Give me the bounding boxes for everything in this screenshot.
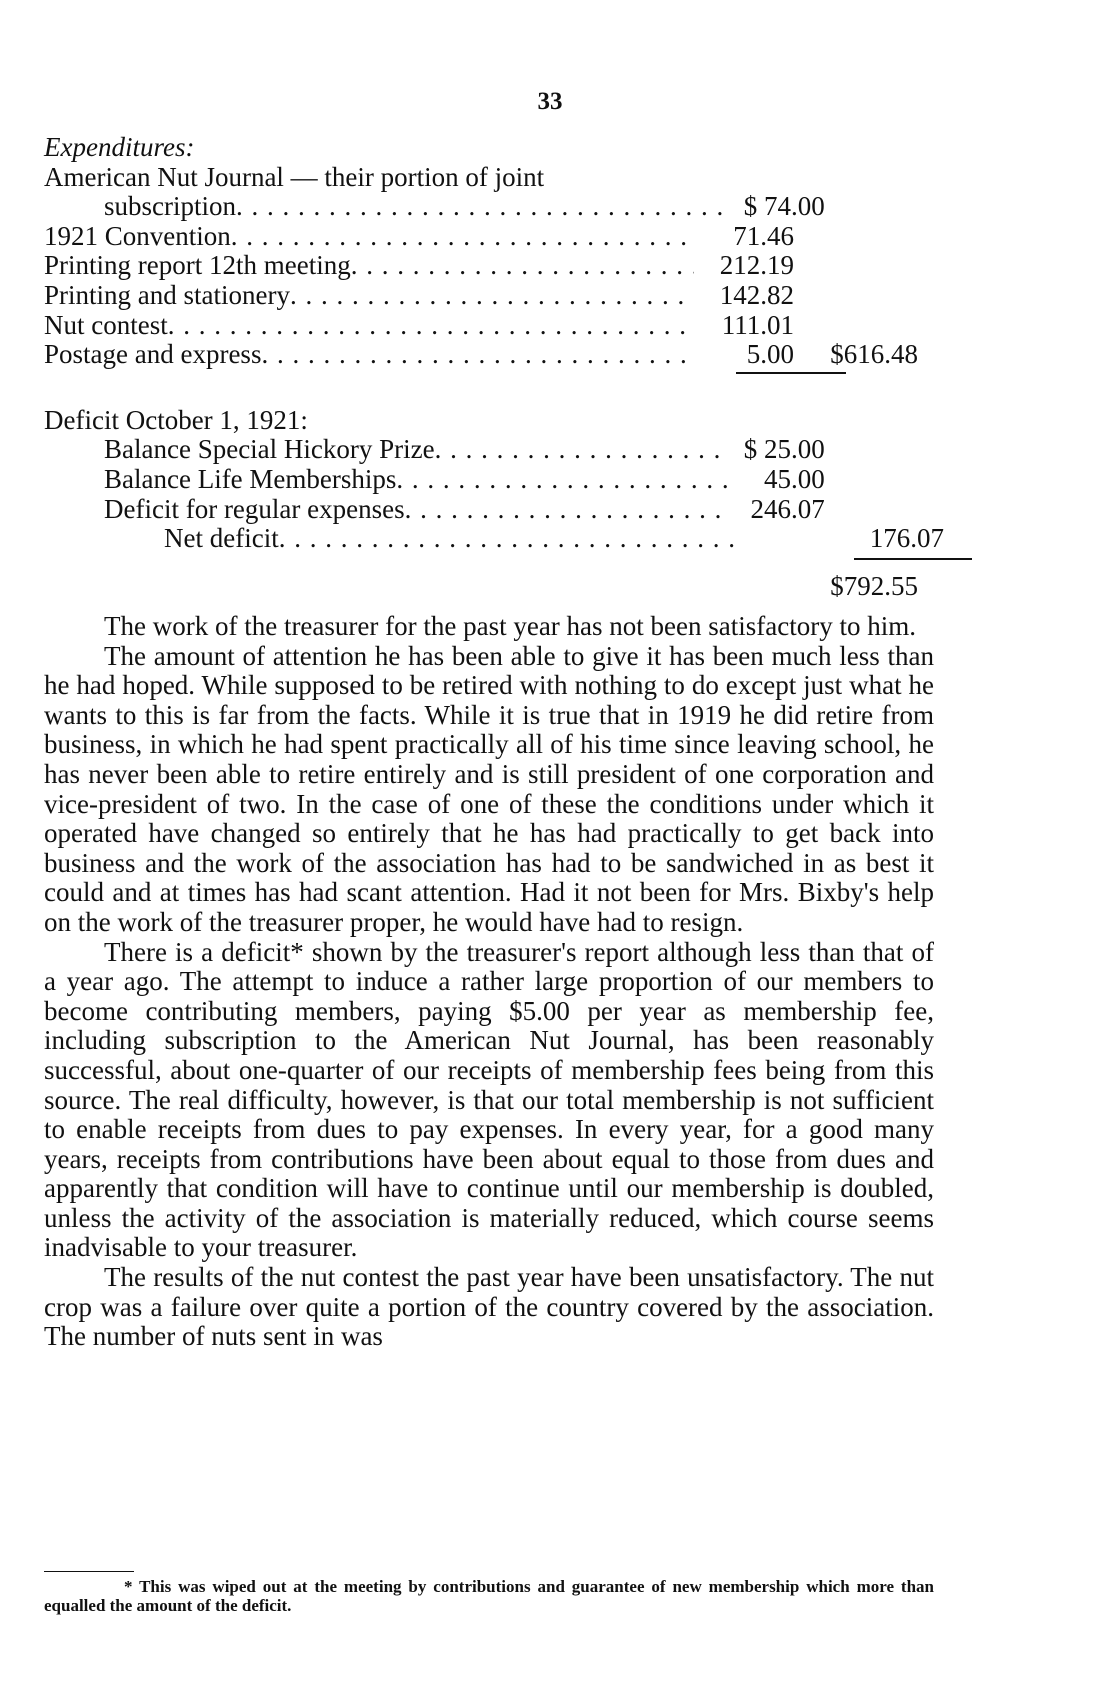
treasurer-ledger: [44, 133, 944, 601]
expenditure-row: [44, 281, 944, 311]
deficit-heading: Deficit October 1, 1921:: [44, 404, 308, 435]
expenditure-label: 1921 Convention: [44, 221, 231, 251]
net-deficit-label: Net deficit: [164, 524, 279, 554]
net-deficit-total: 176.07: [869, 523, 944, 554]
subtotal-rule: [44, 370, 944, 378]
paragraph: The work of the treasurer for the past year has not been satisfactory to him.: [104, 611, 916, 641]
expenditure-label: American Nut Journal — their portion of joint: [44, 162, 545, 192]
expenditure-label: subscription: [104, 192, 236, 222]
expenditure-amount: 71.46: [733, 220, 794, 251]
expenditure-row: [44, 222, 944, 252]
expenditure-row: [44, 251, 944, 281]
expenditure-row: [44, 340, 944, 370]
expenditure-amount: 5.00: [746, 339, 794, 370]
footnote: * This was wiped out at the meeting by contributions and guarantee of new membership which more than equalled the amount of the deficit.: [44, 1577, 934, 1615]
paragraph: There is a deficit* shown by the treasurer's report although less than that of a year ago. The attempt to induce a rather large proportion of our members to become contributing members, paying $5.00 per year as membership fee, including subscription to the American Nut Journal, has been reasonably successful, about one-quarter of our receipts of membership fees being from this source. The real difficulty, however, is that our total membership is not sufficient to enable receipts from dues to pay expenses. In every year, for a good many years, receipts from contributions have been about equal to those from dues and apparently that condition will have to continue until our membership is doubled, unless the activity of the association is materially reduced, which course seems inadvisable to your treasurer.: [44, 936, 934, 1263]
deficit-row: [44, 435, 944, 465]
footnote-rule: [44, 1571, 134, 1572]
page-number: 33: [537, 88, 563, 115]
expenditure-label: Printing report 12th meeting: [44, 251, 351, 281]
paragraph: The results of the nut contest the past year have been unsatisfactory. The nut crop was a failure over quite a portion of the country covered by the association. The number of nuts sent in was: [44, 1262, 934, 1352]
deficit-amount: 45.00: [763, 463, 825, 494]
expenditure-row: [44, 163, 944, 193]
total-rule: [44, 554, 944, 562]
deficit-row: [44, 495, 944, 525]
expenditure-row: [44, 192, 944, 222]
deficit-amount: $ 25.00: [743, 434, 825, 465]
deficit-amount: 246.07: [750, 493, 825, 524]
net-deficit-row: [44, 524, 944, 554]
expenditure-amount: 111.01: [721, 309, 794, 340]
deficit-label: Balance Life Memberships: [104, 464, 397, 494]
expenditure-row: [44, 311, 944, 341]
expenditures-heading: Expenditures:: [44, 132, 195, 162]
deficit-label: Deficit for regular expenses: [104, 494, 405, 524]
expenditures-total: $616.48: [830, 339, 918, 370]
expenditure-label: Postage and express: [44, 340, 262, 370]
expenditure-amount: 212.19: [719, 250, 794, 281]
deficit-row: [44, 465, 944, 495]
expenditure-amount: 142.82: [719, 279, 794, 310]
expenditure-label: Nut contest: [44, 310, 168, 340]
expenditure-label: Printing and stationery: [44, 280, 290, 310]
report-text: [44, 612, 934, 1352]
deficit-label: Balance Special Hickory Prize: [104, 435, 435, 465]
grand-total: $792.55: [830, 570, 918, 601]
paragraph: The amount of attention he has been able to give it has been much less than he had hoped. While supposed to be retired with nothing to do except just what he wants to this is far from the facts. While it is true that in 1919 he did retire from business, in which he had spent practically all of his time since leaving school, he has never been able to retire entirely and is still president of one corporation and vice-president of two. In the case of one of these the conditions under which it operated have changed so entirely that he has had practically to get back into business and the work of the association has had to be sandwiched in as best it could and at times has had scant attention. Had it not been for Mrs. Bixby's help on the work of the treasurer proper, he would have had to resign.: [44, 640, 934, 937]
expenditure-amount: $ 74.00: [743, 191, 825, 222]
grand-total-row: [44, 572, 944, 602]
